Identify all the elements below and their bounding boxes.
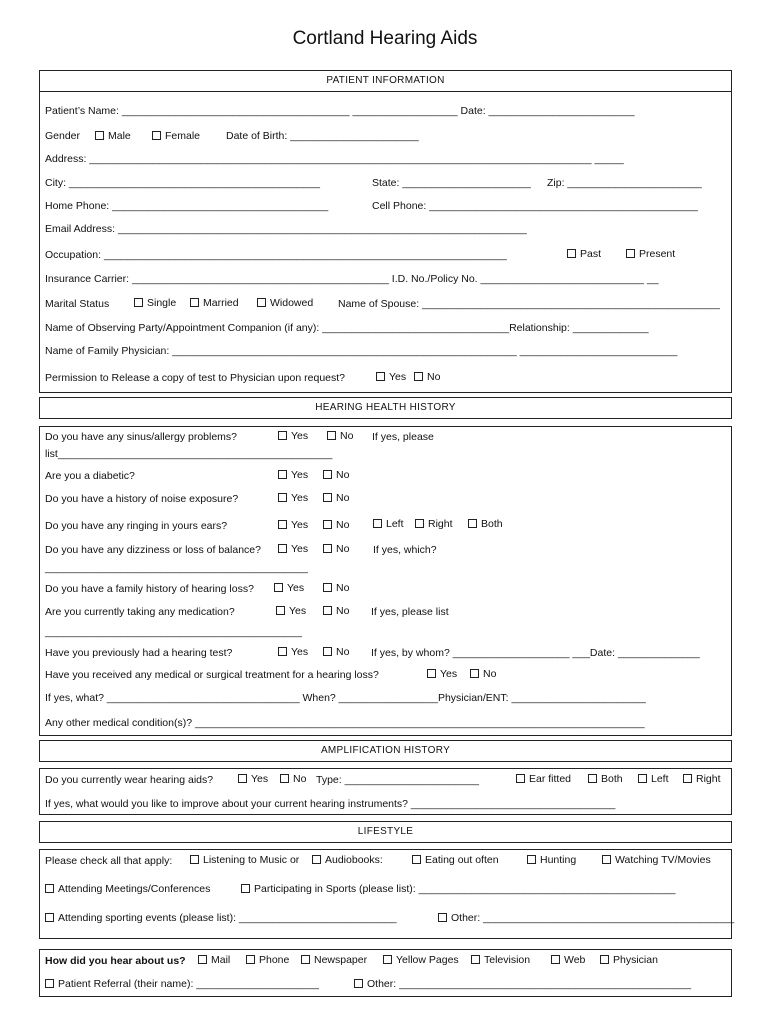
checkbox-icon[interactable]	[516, 774, 525, 783]
treatment-no-option[interactable]: No	[470, 668, 496, 681]
checkbox-icon[interactable]	[280, 774, 289, 783]
diabetic-question: Are you a diabetic?	[45, 470, 135, 482]
spouse-name-field[interactable]: Name of Spouse: ___________________________________________________	[338, 298, 720, 310]
checkbox-icon[interactable]	[527, 855, 536, 864]
form-title: Cortland Hearing Aids	[292, 28, 478, 49]
referral-yellow-pages-option[interactable]: Yellow Pages	[383, 954, 459, 967]
hearing-history-box	[39, 426, 732, 736]
checkbox-icon[interactable]	[278, 544, 287, 553]
family-yes-option[interactable]: Yes	[274, 582, 304, 595]
gender-male-option[interactable]: Male	[95, 130, 131, 143]
checkbox-icon[interactable]	[198, 955, 207, 964]
checkbox-icon[interactable]	[383, 955, 392, 964]
sinus-if-yes-label: If yes, please	[372, 431, 434, 443]
ringing-yes-option[interactable]: Yes	[278, 519, 308, 532]
marital-status-label: Marital Status	[45, 298, 110, 310]
email-field[interactable]: Email Address: ______________________________________________________________________	[45, 223, 527, 235]
ringing-no-option[interactable]: No	[323, 519, 349, 532]
section-header-patient: PATIENT INFORMATION	[39, 70, 732, 92]
cell-phone-field[interactable]: Cell Phone: ______________________________________________	[372, 200, 698, 212]
aids-no-option[interactable]: No	[280, 773, 306, 786]
referral-phone-option[interactable]: Phone	[246, 954, 289, 967]
section-header-hearing: HEARING HEALTH HISTORY	[39, 397, 732, 419]
occupation-present-option[interactable]: Present	[626, 248, 675, 261]
checkbox-icon[interactable]	[602, 855, 611, 864]
checkbox-icon[interactable]	[412, 855, 421, 864]
checkbox-icon[interactable]	[471, 955, 480, 964]
sinus-list-field[interactable]: list_______________________________________________	[45, 448, 333, 460]
checkbox-icon[interactable]	[438, 913, 447, 922]
checkbox-icon[interactable]	[626, 249, 635, 258]
checkbox-icon[interactable]	[312, 855, 321, 864]
other-conditions-field[interactable]: Any other medical condition(s)? _____________________________________________________________________________	[45, 717, 645, 729]
checkbox-icon[interactable]	[588, 774, 597, 783]
medication-no-option[interactable]: No	[323, 605, 349, 618]
checkbox-icon[interactable]	[376, 372, 385, 381]
checkbox-icon[interactable]	[323, 520, 332, 529]
referral-newspaper-option[interactable]: Newspaper	[301, 954, 367, 967]
ringing-right-option[interactable]: Right	[415, 518, 453, 531]
diabetic-no-option[interactable]: No	[323, 469, 349, 482]
ringing-question: Do you have any ringing in yours ears?	[45, 520, 228, 532]
lifestyle-events-option[interactable]: Attending sporting events (please list): ___________________________	[45, 912, 397, 925]
address-field[interactable]: Address: ______________________________________________________________________________________ _____	[45, 153, 624, 165]
checkbox-icon[interactable]	[470, 669, 479, 678]
treatment-details-field[interactable]: If yes, what? _________________________________ When? _________________Physician/ENT: _______________________	[45, 692, 646, 704]
test-no-option[interactable]: No	[323, 646, 349, 659]
family-no-option[interactable]: No	[323, 582, 349, 595]
checkbox-icon[interactable]	[323, 647, 332, 656]
permission-no-option[interactable]: No	[414, 371, 440, 384]
sinus-question: Do you have any sinus/allergy problems?	[45, 431, 238, 443]
referral-mail-option[interactable]: Mail	[198, 954, 230, 967]
medication-question: Are you currently taking any medication?	[45, 606, 235, 618]
noise-no-option[interactable]: No	[323, 492, 349, 505]
noise-yes-option[interactable]: Yes	[278, 492, 308, 505]
checkbox-icon[interactable]	[551, 955, 560, 964]
checkbox-icon[interactable]	[45, 884, 54, 893]
checkbox-icon[interactable]	[238, 774, 247, 783]
checkbox-icon[interactable]	[45, 979, 54, 988]
lifestyle-hunting-option[interactable]: Hunting	[527, 854, 576, 867]
referral-web-option[interactable]: Web	[551, 954, 585, 967]
dizziness-yes-option[interactable]: Yes	[278, 543, 308, 556]
lifestyle-audiobooks-option[interactable]: Audiobooks:	[312, 854, 383, 867]
state-field[interactable]: State: ______________________	[372, 177, 531, 189]
dizziness-no-option[interactable]: No	[323, 543, 349, 556]
noise-question: Do you have a history of noise exposure?	[45, 493, 239, 505]
family-physician-field[interactable]: Name of Family Physician: ___________________________________________________________ ___________________________	[45, 345, 678, 357]
diabetic-yes-option[interactable]: Yes	[278, 469, 308, 482]
test-by-whom-field[interactable]: If yes, by whom? ____________________ ___Date: ______________	[371, 647, 700, 659]
patient-name-field[interactable]: Patient’s Name: _______________________________________ __________________ Date: _________________________	[45, 105, 635, 117]
dob-field[interactable]: Date of Birth: ______________________	[226, 130, 419, 142]
checkbox-icon[interactable]	[246, 955, 255, 964]
checkbox-icon[interactable]	[276, 606, 285, 615]
checkbox-icon[interactable]	[257, 298, 266, 307]
observing-party-field[interactable]: Name of Observing Party/Appointment Companion (if any): ________________________________Relationship: _____________	[45, 322, 649, 334]
marital-married-option[interactable]: Married	[190, 297, 239, 310]
dizziness-detail-field[interactable]: _____________________________________________	[45, 562, 308, 574]
checkbox-icon[interactable]	[323, 606, 332, 615]
ringing-both-option[interactable]: Both	[468, 518, 503, 531]
checkbox-icon[interactable]	[323, 470, 332, 479]
checkbox-icon[interactable]	[190, 298, 199, 307]
aids-yes-option[interactable]: Yes	[238, 773, 268, 786]
checkbox-icon[interactable]	[278, 520, 287, 529]
ringing-left-option[interactable]: Left	[373, 518, 404, 531]
medication-list-field[interactable]: ____________________________________________	[45, 626, 302, 638]
medication-if-yes-label: If yes, please list	[371, 606, 449, 618]
lifestyle-meetings-option[interactable]: Attending Meetings/Conferences	[45, 883, 210, 896]
checkbox-icon[interactable]	[323, 583, 332, 592]
dizziness-if-yes-label: If yes, which?	[373, 544, 437, 556]
checkbox-icon[interactable]	[600, 955, 609, 964]
checkbox-icon[interactable]	[134, 298, 143, 307]
referral-patient-option[interactable]: Patient Referral (their name): _____________________	[45, 978, 319, 991]
occupation-past-option[interactable]: Past	[567, 248, 601, 261]
checkbox-icon[interactable]	[95, 131, 104, 140]
checkbox-icon[interactable]	[323, 544, 332, 553]
ear-left-option[interactable]: Left	[638, 773, 669, 786]
city-field[interactable]: City: ___________________________________________	[45, 177, 321, 189]
gender-label: Gender	[45, 130, 81, 142]
checkbox-icon[interactable]	[278, 431, 287, 440]
checkbox-icon[interactable]	[468, 519, 477, 528]
dizziness-question: Do you have any dizziness or loss of balance?	[45, 544, 261, 556]
insurance-field[interactable]: Insurance Carrier: ____________________________________________ I.D. No./Policy No. ____________________________ __	[45, 273, 659, 285]
checkbox-icon[interactable]	[427, 669, 436, 678]
section-header-amplification: AMPLIFICATION HISTORY	[39, 740, 732, 762]
marital-single-option[interactable]: Single	[134, 297, 176, 310]
checkbox-icon[interactable]	[414, 372, 423, 381]
lifestyle-sports-option[interactable]: Participating in Sports (please list): ____________________________________________	[241, 883, 676, 896]
permission-yes-option[interactable]: Yes	[376, 371, 406, 384]
lifestyle-music-option[interactable]: Listening to Music or	[190, 854, 299, 867]
sinus-yes-option[interactable]: Yes	[278, 430, 308, 443]
lifestyle-other-option[interactable]: Other: ___________________________________________	[438, 912, 734, 925]
section-header-lifestyle: LIFESTYLE	[39, 821, 732, 843]
checkbox-icon[interactable]	[323, 493, 332, 502]
checkbox-icon[interactable]	[278, 647, 287, 656]
lifestyle-instructions: Please check all that apply:	[45, 855, 173, 867]
lifestyle-eating-option[interactable]: Eating out often	[412, 854, 499, 867]
occupation-field[interactable]: Occupation: _____________________________________________________________________	[45, 249, 507, 261]
referral-television-option[interactable]: Television	[471, 954, 530, 967]
family-history-question: Do you have a family history of hearing loss?	[45, 583, 254, 595]
checkbox-icon[interactable]	[241, 884, 250, 893]
checkbox-icon[interactable]	[638, 774, 647, 783]
hearing-test-question: Have you previously had a hearing test?	[45, 647, 233, 659]
treatment-question: Have you received any medical or surgical treatment for a hearing loss?	[45, 669, 379, 681]
checkbox-icon[interactable]	[278, 470, 287, 479]
improve-field[interactable]: If yes, what would you like to improve about your current hearing instruments? ___________________________________	[45, 798, 616, 810]
lifestyle-tv-option[interactable]: Watching TV/Movies	[602, 854, 711, 867]
sinus-no-option[interactable]: No	[327, 430, 353, 443]
checkbox-icon[interactable]	[415, 519, 424, 528]
zip-field[interactable]: Zip: _______________________	[547, 177, 702, 189]
checkbox-icon[interactable]	[301, 955, 310, 964]
home-phone-field[interactable]: Home Phone: _____________________________________	[45, 200, 329, 212]
ear-both-option[interactable]: Both	[588, 773, 623, 786]
checkbox-icon[interactable]	[152, 131, 161, 140]
referral-other-option[interactable]: Other: __________________________________________________	[354, 978, 691, 991]
checkbox-icon[interactable]	[354, 979, 363, 988]
checkbox-icon[interactable]	[278, 493, 287, 502]
treatment-yes-option[interactable]: Yes	[427, 668, 457, 681]
permission-question: Permission to Release a copy of test to Physician upon request?	[45, 372, 345, 384]
ear-fitted-option[interactable]: Ear fitted	[516, 773, 571, 786]
medication-yes-option[interactable]: Yes	[276, 605, 306, 618]
referral-question: How did you hear about us?	[45, 955, 186, 967]
referral-physician-option[interactable]: Physician	[600, 954, 658, 967]
gender-female-option[interactable]: Female	[152, 130, 200, 143]
checkbox-icon[interactable]	[683, 774, 692, 783]
checkbox-icon[interactable]	[45, 913, 54, 922]
hearing-aids-question: Do you currently wear hearing aids?	[45, 774, 214, 786]
checkbox-icon[interactable]	[190, 855, 199, 864]
ear-right-option[interactable]: Right	[683, 773, 721, 786]
checkbox-icon[interactable]	[274, 583, 283, 592]
marital-widowed-option[interactable]: Widowed	[257, 297, 313, 310]
checkbox-icon[interactable]	[567, 249, 576, 258]
test-yes-option[interactable]: Yes	[278, 646, 308, 659]
aid-type-field[interactable]: Type: _______________________	[316, 774, 479, 786]
checkbox-icon[interactable]	[327, 431, 336, 440]
checkbox-icon[interactable]	[373, 519, 382, 528]
